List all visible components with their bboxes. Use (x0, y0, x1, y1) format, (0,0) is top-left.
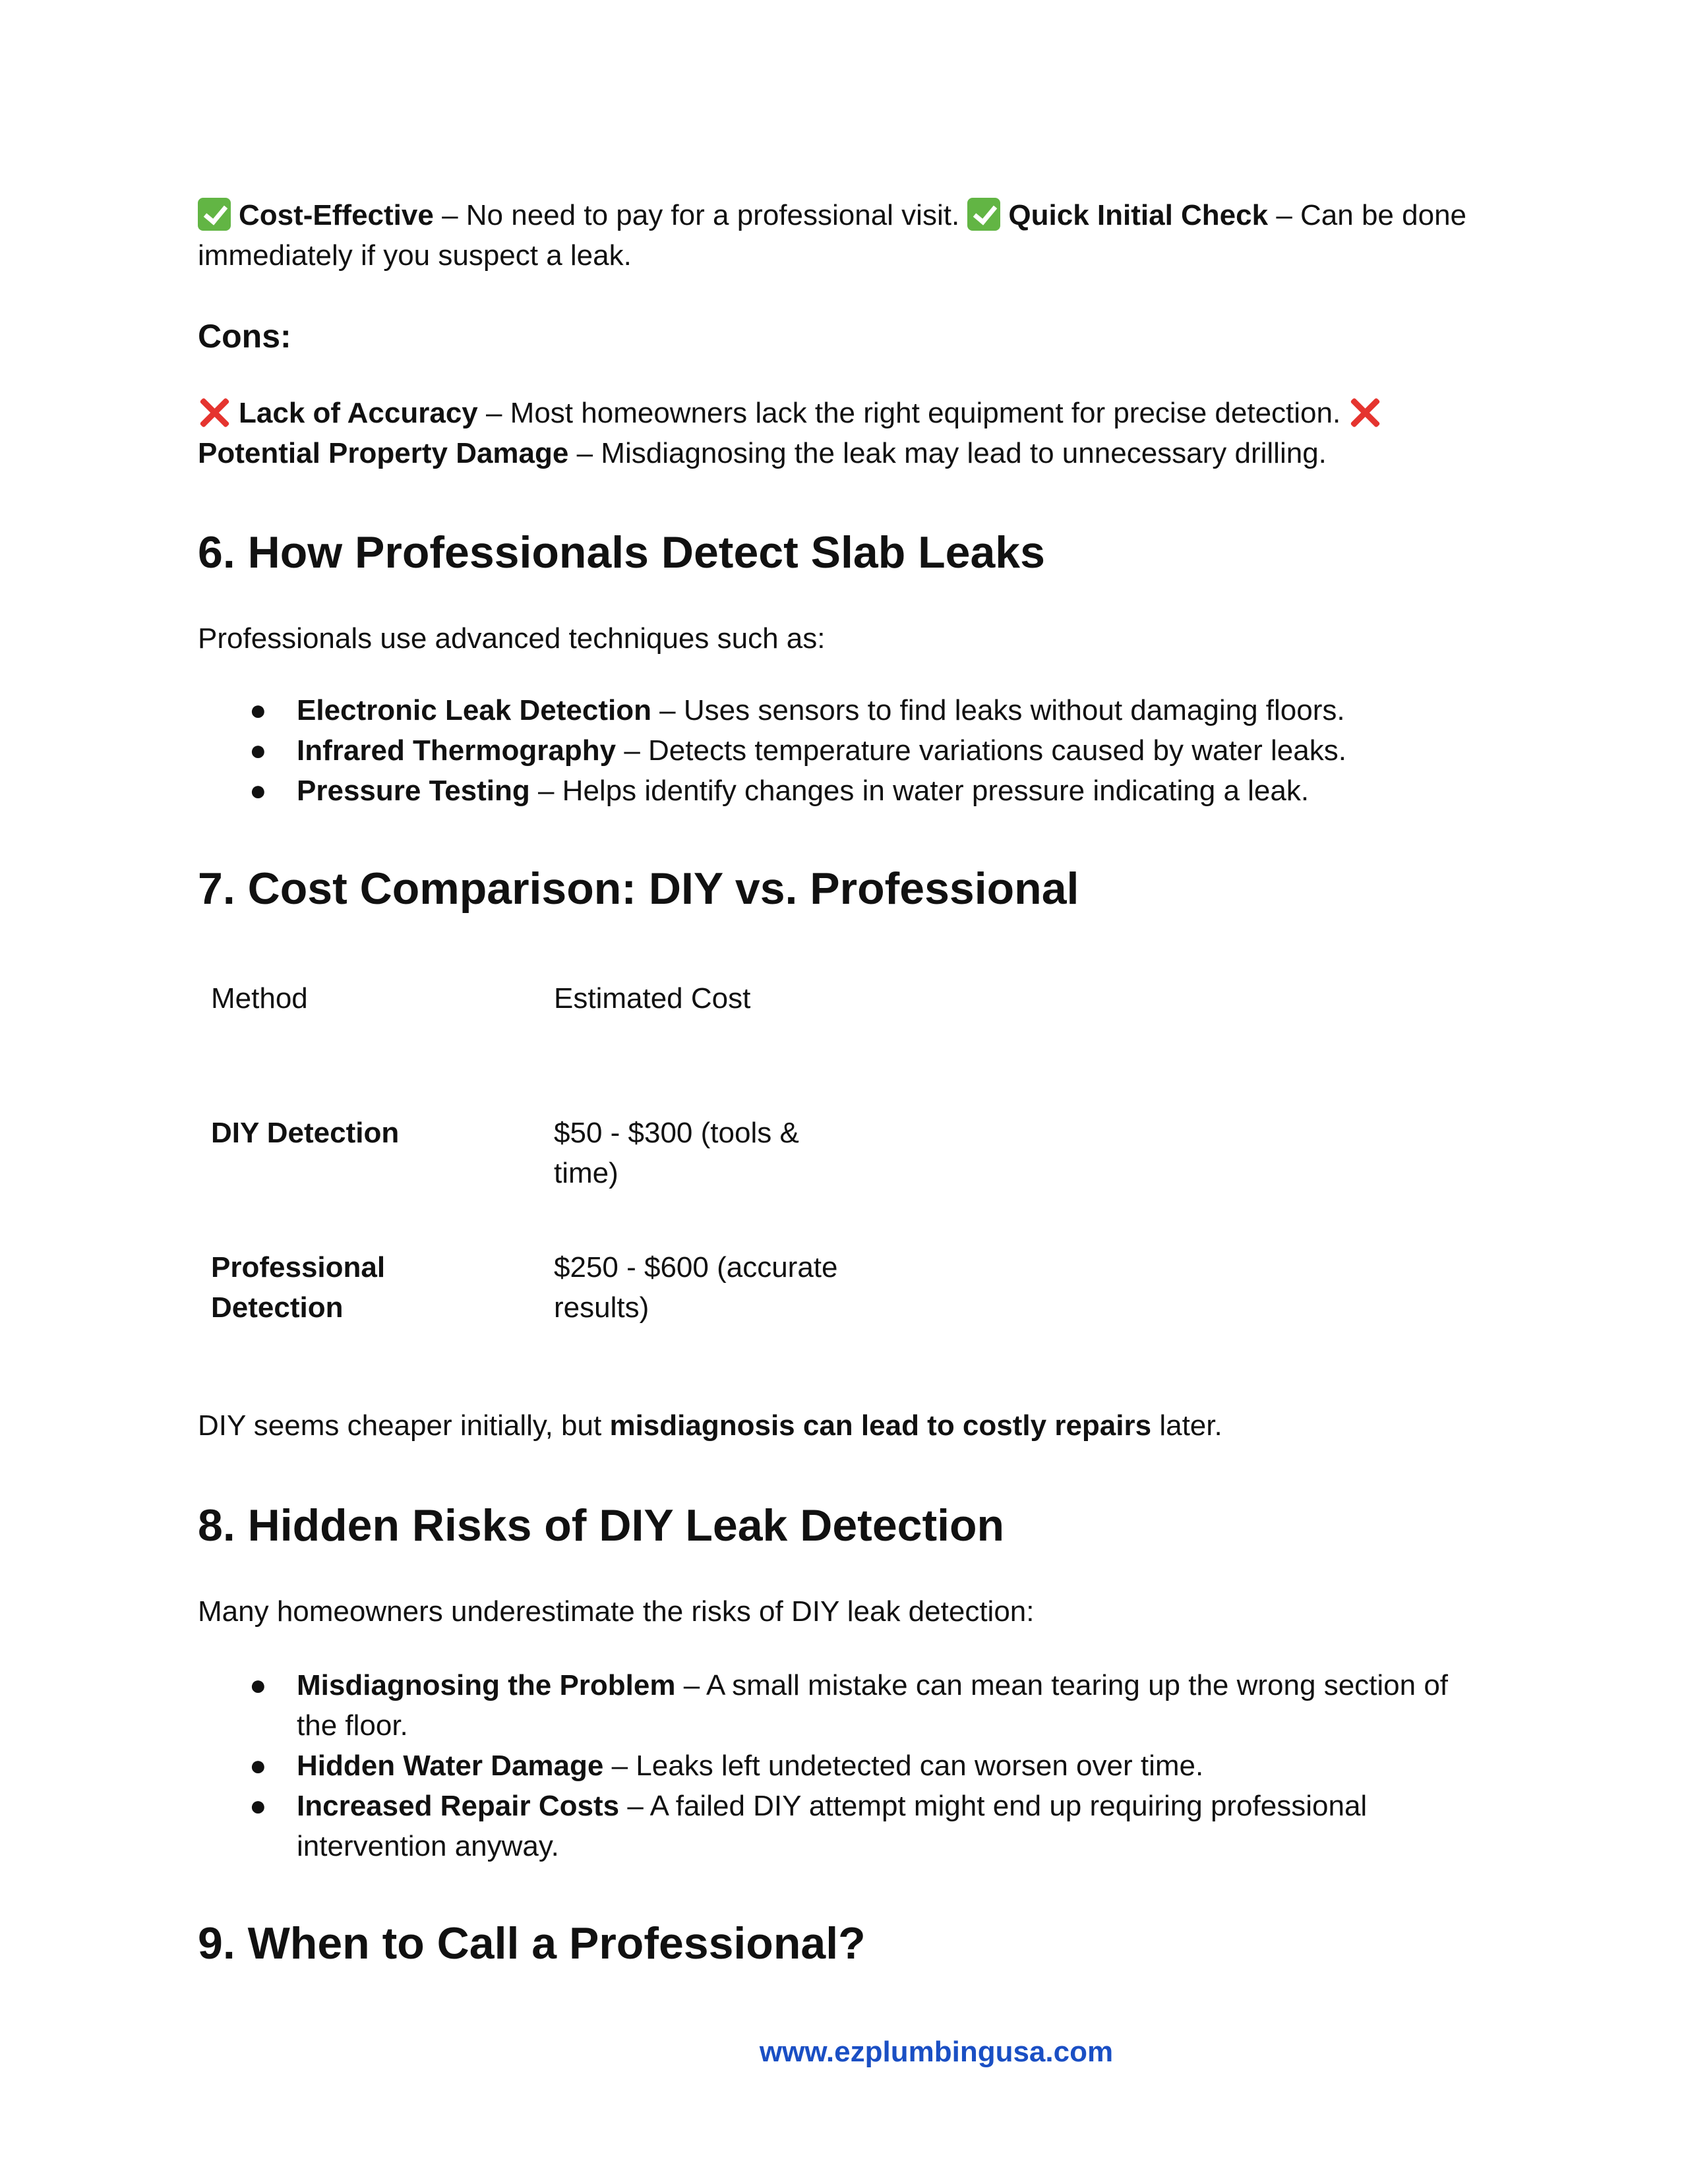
con-title: Potential Property Damage (198, 437, 569, 469)
pro-text: – Can be done immediately if you suspect a leak. (198, 199, 1467, 272)
bullet-icon: ● (249, 1750, 267, 1782)
list-item-title: Hidden Water Damage (297, 1750, 604, 1782)
bullet-icon: ● (249, 694, 267, 726)
section-8-intro: Many homeowners underestimate the risks of DIY leak detection: (198, 1595, 1035, 1628)
bullet-icon: ● (249, 734, 267, 767)
bullet-icon: ● (249, 1669, 267, 1701)
list-item-title: Infrared Thermography (297, 734, 617, 767)
section-8-list (198, 1665, 1490, 1866)
list-item-text: – Leaks left undetected can worsen over time. (603, 1750, 1204, 1782)
summary-text: DIY seems cheaper initially, but (198, 1409, 610, 1442)
website-link[interactable]: www.ezplumbingusa.com (759, 2036, 1114, 2068)
con-title: Lack of Accuracy (239, 397, 478, 429)
cross-mark-icon (1348, 396, 1381, 428)
con-text: – Misdiagnosing the leak may lead to unnecessary drilling. (568, 437, 1327, 469)
summary-text: later. (1151, 1409, 1222, 1442)
list-item-text: – A failed DIY attempt might end up requiring professional intervention anyway. (297, 1790, 1368, 1862)
table-cell-cost: $250 - $600 (accurate results) (554, 1251, 838, 1324)
summary-emphasis: misdiagnosis can lead to costly repairs (609, 1409, 1152, 1442)
list-item-text: – Helps identify changes in water pressure indicating a leak. (529, 775, 1310, 807)
list-item (198, 771, 1457, 811)
list-item (198, 1786, 1457, 1866)
list-item (198, 690, 1457, 730)
table-cell-method: Professional Detection (211, 1251, 386, 1324)
pro-title: Cost-Effective (239, 199, 434, 231)
list-item (198, 1746, 1457, 1786)
cost-summary (198, 1405, 1490, 1446)
list-item-title: Increased Repair Costs (297, 1790, 620, 1822)
table-header-cost: Estimated Cost (554, 982, 751, 1015)
page-footer (0, 2036, 1688, 2069)
list-item (198, 730, 1457, 771)
section-6-intro: Professionals use advanced techniques such as: (198, 622, 826, 655)
bullet-icon: ● (249, 775, 267, 807)
list-item-text: – A small mistake can mean tearing up the wrong section of the floor. (297, 1669, 1449, 1742)
con-text: – Most homeowners lack the right equipment for precise detection. (477, 397, 1349, 429)
list-item-text: – Uses sensors to find leaks without damaging floors. (651, 694, 1345, 726)
list-item-title: Pressure Testing (297, 775, 530, 807)
list-item-text: – Detects temperature variations caused by water leaks. (616, 734, 1346, 767)
check-mark-icon (198, 198, 231, 231)
table-header-method: Method (211, 982, 308, 1015)
section-8-heading: 8. Hidden Risks of DIY Leak Detection (198, 1500, 1005, 1550)
list-item-title: Misdiagnosing the Problem (297, 1669, 676, 1701)
table-cell-method: DIY Detection (211, 1117, 400, 1149)
pro-title: Quick Initial Check (1008, 199, 1269, 231)
list-item-title: Electronic Leak Detection (297, 694, 651, 726)
section-9-heading: 9. When to Call a Professional? (198, 1918, 866, 1968)
section-6-list (198, 690, 1490, 811)
pro-text: – No need to pay for a professional visit. (433, 199, 968, 231)
pros-paragraph (198, 195, 1490, 276)
cons-heading: Cons: (198, 318, 291, 355)
cross-mark-icon (198, 396, 231, 428)
section-7-heading: 7. Cost Comparison: DIY vs. Professional (198, 864, 1079, 914)
bullet-icon: ● (249, 1790, 267, 1822)
cons-paragraph (198, 393, 1490, 473)
list-item (198, 1665, 1457, 1746)
check-mark-icon (967, 198, 1000, 231)
table-cell-cost: $50 - $300 (tools & time) (554, 1117, 799, 1189)
section-6-heading: 6. How Professionals Detect Slab Leaks (198, 527, 1045, 577)
